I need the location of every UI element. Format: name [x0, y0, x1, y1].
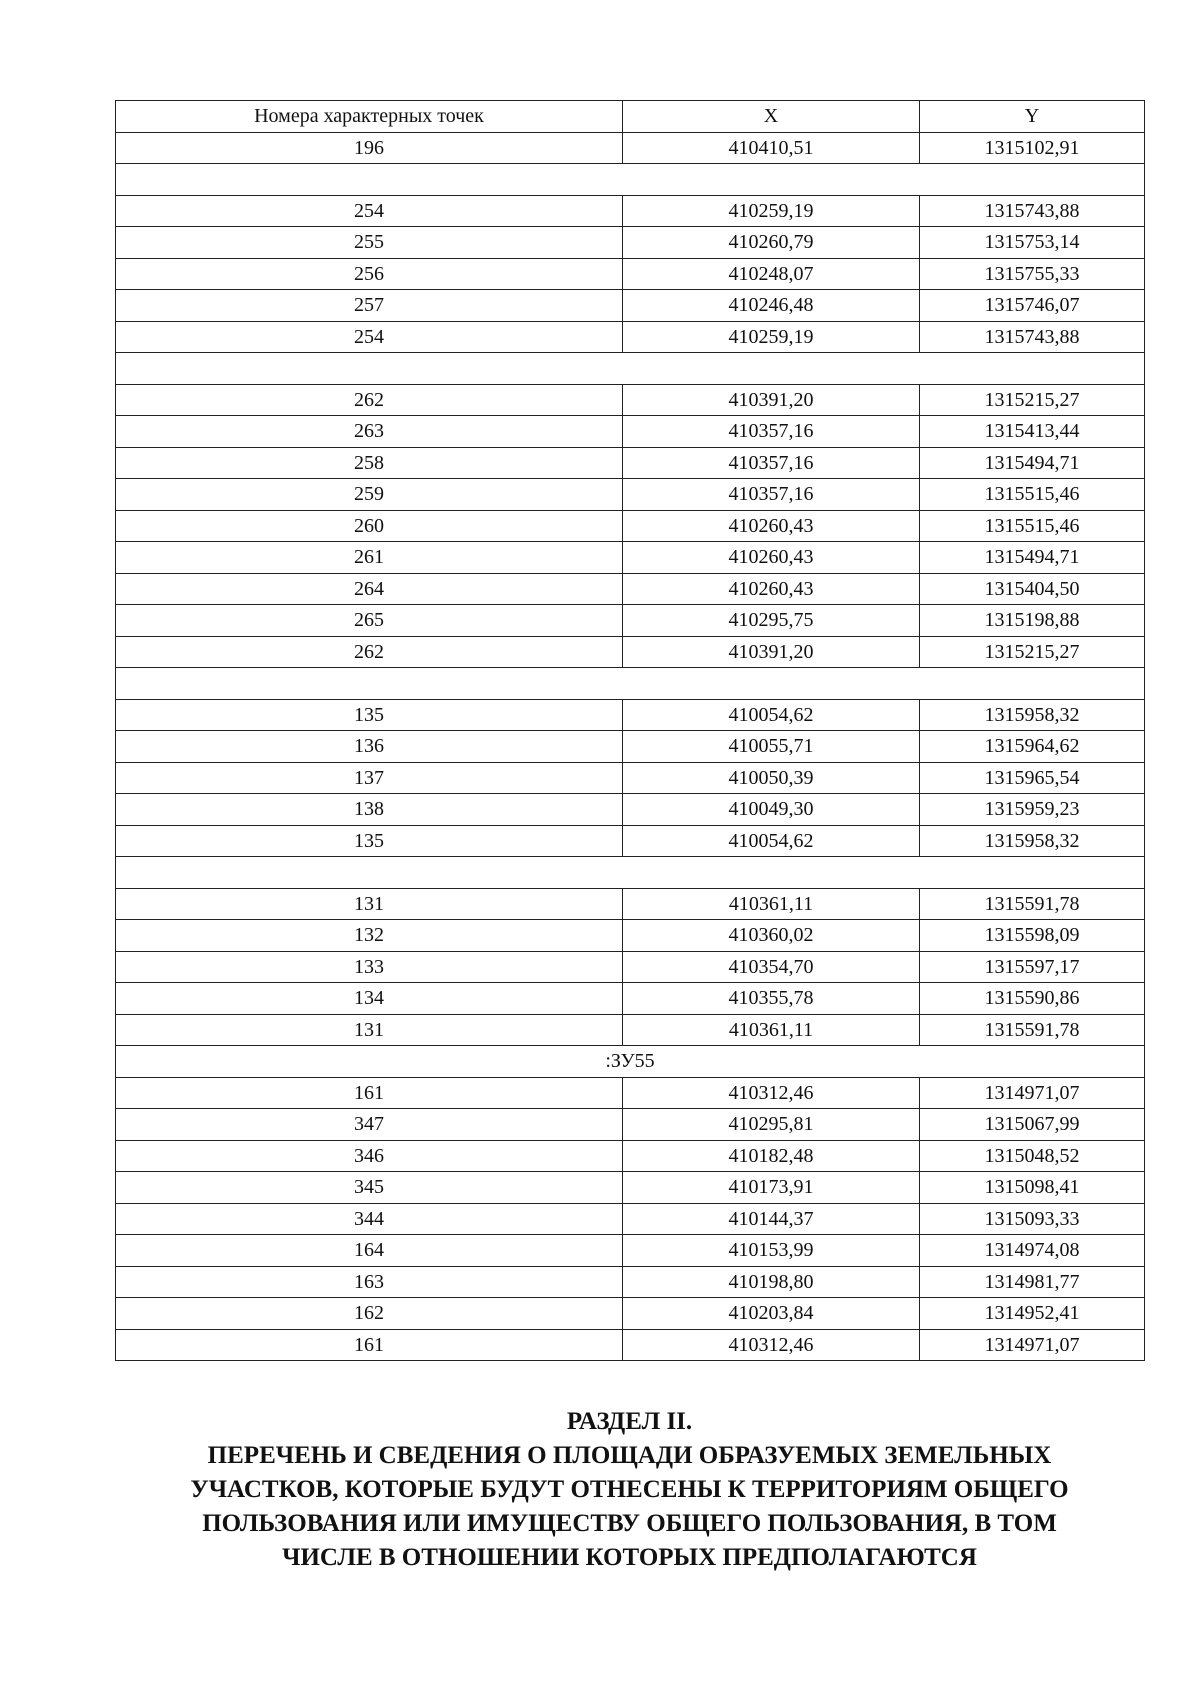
y-coordinate-cell: 1314952,41 [920, 1298, 1145, 1330]
x-coordinate-cell: 410260,79 [623, 227, 920, 259]
table-row [116, 1014, 1145, 1046]
x-coordinate-cell: 410246,48 [623, 290, 920, 322]
table-row [116, 731, 1145, 763]
point-number-cell: 256 [116, 258, 623, 290]
y-coordinate-cell: 1315515,46 [920, 510, 1145, 542]
y-coordinate-cell: 1315215,27 [920, 636, 1145, 668]
x-coordinate-cell: 410203,84 [623, 1298, 920, 1330]
table-row [116, 384, 1145, 416]
table-row [116, 1109, 1145, 1141]
x-coordinate-cell: 410355,78 [623, 983, 920, 1015]
table-row [116, 290, 1145, 322]
y-coordinate-cell: 1314971,07 [920, 1077, 1145, 1109]
x-coordinate-cell: 410391,20 [623, 636, 920, 668]
x-coordinate-cell: 410354,70 [623, 951, 920, 983]
point-number-cell: 255 [116, 227, 623, 259]
y-coordinate-cell: 1315198,88 [920, 605, 1145, 637]
y-coordinate-cell: 1315746,07 [920, 290, 1145, 322]
y-coordinate-cell: 1315093,33 [920, 1203, 1145, 1235]
header-x: X [623, 101, 920, 133]
x-coordinate-cell: 410260,43 [623, 510, 920, 542]
table-row [116, 605, 1145, 637]
y-coordinate-cell: 1315413,44 [920, 416, 1145, 448]
point-number-cell: 265 [116, 605, 623, 637]
point-number-cell: 259 [116, 479, 623, 511]
y-coordinate-cell: 1315958,32 [920, 699, 1145, 731]
separator-cell [116, 857, 1145, 889]
point-number-cell: 136 [116, 731, 623, 763]
table-row [116, 1077, 1145, 1109]
section-subtitle-line: УЧАСТКОВ, КОТОРЫЕ БУДУТ ОТНЕСЕНЫ К ТЕРРИТОРИЯМ ОБЩЕГО [190, 1476, 1069, 1503]
y-coordinate-cell: 1315964,62 [920, 731, 1145, 763]
point-number-cell: 260 [116, 510, 623, 542]
y-coordinate-cell: 1315098,41 [920, 1172, 1145, 1204]
point-number-cell: 344 [116, 1203, 623, 1235]
y-coordinate-cell: 1315590,86 [920, 983, 1145, 1015]
x-coordinate-cell: 410049,30 [623, 794, 920, 826]
separator-cell [116, 668, 1145, 700]
y-coordinate-cell: 1315048,52 [920, 1140, 1145, 1172]
point-number-cell: 131 [116, 888, 623, 920]
table-row [116, 762, 1145, 794]
table-row [116, 1203, 1145, 1235]
point-number-cell: 261 [116, 542, 623, 574]
plot-label-cell: :ЗУ55 [116, 1046, 1145, 1078]
table-row [116, 1298, 1145, 1330]
point-number-cell: 254 [116, 321, 623, 353]
separator-row [116, 668, 1145, 700]
x-coordinate-cell: 410182,48 [623, 1140, 920, 1172]
section-subtitle-line: ЧИСЛЕ В ОТНОШЕНИИ КОТОРЫХ ПРЕДПОЛАГАЮТСЯ [282, 1544, 977, 1571]
table-row [116, 1329, 1145, 1361]
y-coordinate-cell: 1315753,14 [920, 227, 1145, 259]
separator-row [116, 353, 1145, 385]
y-coordinate-cell: 1315067,99 [920, 1109, 1145, 1141]
section-title: РАЗДЕЛ II. [566, 1408, 693, 1435]
y-coordinate-cell: 1315965,54 [920, 762, 1145, 794]
point-number-cell: 134 [116, 983, 623, 1015]
point-number-cell: 131 [116, 1014, 623, 1046]
y-coordinate-cell: 1314981,77 [920, 1266, 1145, 1298]
table-row [116, 1172, 1145, 1204]
point-number-cell: 161 [116, 1077, 623, 1109]
x-coordinate-cell: 410295,75 [623, 605, 920, 637]
x-coordinate-cell: 410312,46 [623, 1077, 920, 1109]
point-number-cell: 137 [116, 762, 623, 794]
y-coordinate-cell: 1315215,27 [920, 384, 1145, 416]
point-number-cell: 161 [116, 1329, 623, 1361]
separator-cell [116, 353, 1145, 385]
y-coordinate-cell: 1315598,09 [920, 920, 1145, 952]
x-coordinate-cell: 410361,11 [623, 1014, 920, 1046]
table-header-row [116, 101, 1145, 133]
x-coordinate-cell: 410295,81 [623, 1109, 920, 1141]
x-coordinate-cell: 410410,51 [623, 132, 920, 164]
x-coordinate-cell: 410050,39 [623, 762, 920, 794]
table-row [116, 1266, 1145, 1298]
x-coordinate-cell: 410198,80 [623, 1266, 920, 1298]
separator-row [116, 164, 1145, 196]
x-coordinate-cell: 410054,62 [623, 699, 920, 731]
y-coordinate-cell: 1315743,88 [920, 195, 1145, 227]
point-number-cell: 346 [116, 1140, 623, 1172]
table-row [116, 258, 1145, 290]
y-coordinate-cell: 1315959,23 [920, 794, 1145, 826]
point-number-cell: 133 [116, 951, 623, 983]
table-body [116, 132, 1145, 1361]
x-coordinate-cell: 410173,91 [623, 1172, 920, 1204]
x-coordinate-cell: 410312,46 [623, 1329, 920, 1361]
point-number-cell: 263 [116, 416, 623, 448]
x-coordinate-cell: 410144,37 [623, 1203, 920, 1235]
y-coordinate-cell: 1315591,78 [920, 888, 1145, 920]
x-coordinate-cell: 410360,02 [623, 920, 920, 952]
table-row [116, 195, 1145, 227]
x-coordinate-cell: 410259,19 [623, 195, 920, 227]
table-row [116, 573, 1145, 605]
plot-label-row [116, 1046, 1145, 1078]
point-number-cell: 258 [116, 447, 623, 479]
table-row [116, 510, 1145, 542]
section-subtitle-line: ПЕРЕЧЕНЬ И СВЕДЕНИЯ О ПЛОЩАДИ ОБРАЗУЕМЫХ ЗЕМЕЛЬНЫХ [207, 1442, 1052, 1469]
section-subtitle-line: ПОЛЬЗОВАНИЯ ИЛИ ИМУЩЕСТВУ ОБЩЕГО ПОЛЬЗОВАНИЯ, В ТОМ [202, 1510, 1057, 1537]
point-number-cell: 132 [116, 920, 623, 952]
table-row [116, 920, 1145, 952]
point-number-cell: 196 [116, 132, 623, 164]
table-row [116, 227, 1145, 259]
y-coordinate-cell: 1314971,07 [920, 1329, 1145, 1361]
table-row [116, 951, 1145, 983]
point-number-cell: 254 [116, 195, 623, 227]
x-coordinate-cell: 410357,16 [623, 416, 920, 448]
x-coordinate-cell: 410260,43 [623, 573, 920, 605]
point-number-cell: 138 [116, 794, 623, 826]
y-coordinate-cell: 1315102,91 [920, 132, 1145, 164]
table-row [116, 825, 1145, 857]
point-number-cell: 257 [116, 290, 623, 322]
x-coordinate-cell: 410361,11 [623, 888, 920, 920]
separator-cell [116, 164, 1145, 196]
y-coordinate-cell: 1315597,17 [920, 951, 1145, 983]
y-coordinate-cell: 1315591,78 [920, 1014, 1145, 1046]
table-row [116, 447, 1145, 479]
x-coordinate-cell: 410357,16 [623, 479, 920, 511]
y-coordinate-cell: 1315494,71 [920, 447, 1145, 479]
header-y: Y [920, 101, 1145, 133]
table-row [116, 132, 1145, 164]
y-coordinate-cell: 1315515,46 [920, 479, 1145, 511]
y-coordinate-cell: 1315494,71 [920, 542, 1145, 574]
y-coordinate-cell: 1314974,08 [920, 1235, 1145, 1267]
point-number-cell: 163 [116, 1266, 623, 1298]
x-coordinate-cell: 410153,99 [623, 1235, 920, 1267]
point-number-cell: 162 [116, 1298, 623, 1330]
section-heading [115, 1405, 1144, 1575]
table-row [116, 542, 1145, 574]
table-row [116, 1140, 1145, 1172]
table-row [116, 416, 1145, 448]
point-number-cell: 345 [116, 1172, 623, 1204]
table-row [116, 1235, 1145, 1267]
header-point-numbers: Номера характерных точек [116, 101, 623, 133]
table-row [116, 794, 1145, 826]
y-coordinate-cell: 1315755,33 [920, 258, 1145, 290]
y-coordinate-cell: 1315743,88 [920, 321, 1145, 353]
x-coordinate-cell: 410054,62 [623, 825, 920, 857]
table-row [116, 479, 1145, 511]
table-row [116, 321, 1145, 353]
y-coordinate-cell: 1315958,32 [920, 825, 1145, 857]
point-number-cell: 347 [116, 1109, 623, 1141]
separator-row [116, 857, 1145, 889]
x-coordinate-cell: 410260,43 [623, 542, 920, 574]
x-coordinate-cell: 410248,07 [623, 258, 920, 290]
coordinates-table [115, 100, 1145, 1361]
point-number-cell: 262 [116, 636, 623, 668]
x-coordinate-cell: 410259,19 [623, 321, 920, 353]
point-number-cell: 135 [116, 825, 623, 857]
x-coordinate-cell: 410055,71 [623, 731, 920, 763]
y-coordinate-cell: 1315404,50 [920, 573, 1145, 605]
point-number-cell: 164 [116, 1235, 623, 1267]
x-coordinate-cell: 410357,16 [623, 447, 920, 479]
point-number-cell: 264 [116, 573, 623, 605]
point-number-cell: 262 [116, 384, 623, 416]
x-coordinate-cell: 410391,20 [623, 384, 920, 416]
table-row [116, 699, 1145, 731]
table-row [116, 983, 1145, 1015]
point-number-cell: 135 [116, 699, 623, 731]
table-row [116, 636, 1145, 668]
table-row [116, 888, 1145, 920]
